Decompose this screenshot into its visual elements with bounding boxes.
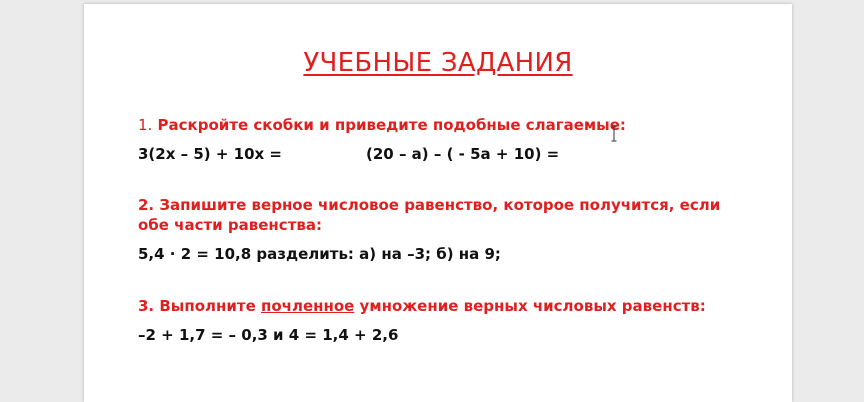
task3-expression: –2 + 1,7 = – 0,3 и 4 = 1,4 + 2,6 — [138, 326, 399, 344]
task3-prefix: 3. Выполните — [138, 297, 261, 315]
task1-text: Раскройте скобки и приведите подобные слагаемые: — [157, 116, 626, 134]
task2-heading-line1: 2. Запишите верное числовое равенство, которое получится, если — [138, 196, 721, 214]
task3-suffix: умножение верных числовых равенств: — [354, 297, 706, 315]
task1-expression-a: 3(2x – 5) + 10x = — [138, 145, 282, 163]
text-cursor-icon — [610, 126, 618, 142]
task1-expression-b: (20 – a) – ( - 5a + 10) = — [366, 145, 560, 163]
page-title: УЧЕБНЫЕ ЗАДАНИЯ — [303, 48, 573, 78]
task1-heading — [138, 116, 626, 134]
task3-heading — [138, 297, 706, 315]
task2-expression: 5,4 · 2 = 10,8 разделить: а) на –3; б) на 9; — [138, 245, 501, 263]
task1-number: 1. — [138, 116, 153, 134]
slide — [84, 4, 792, 402]
task3-underlined-word: почленное — [260, 297, 355, 315]
task2-heading-line2: обе части равенства: — [138, 216, 322, 234]
